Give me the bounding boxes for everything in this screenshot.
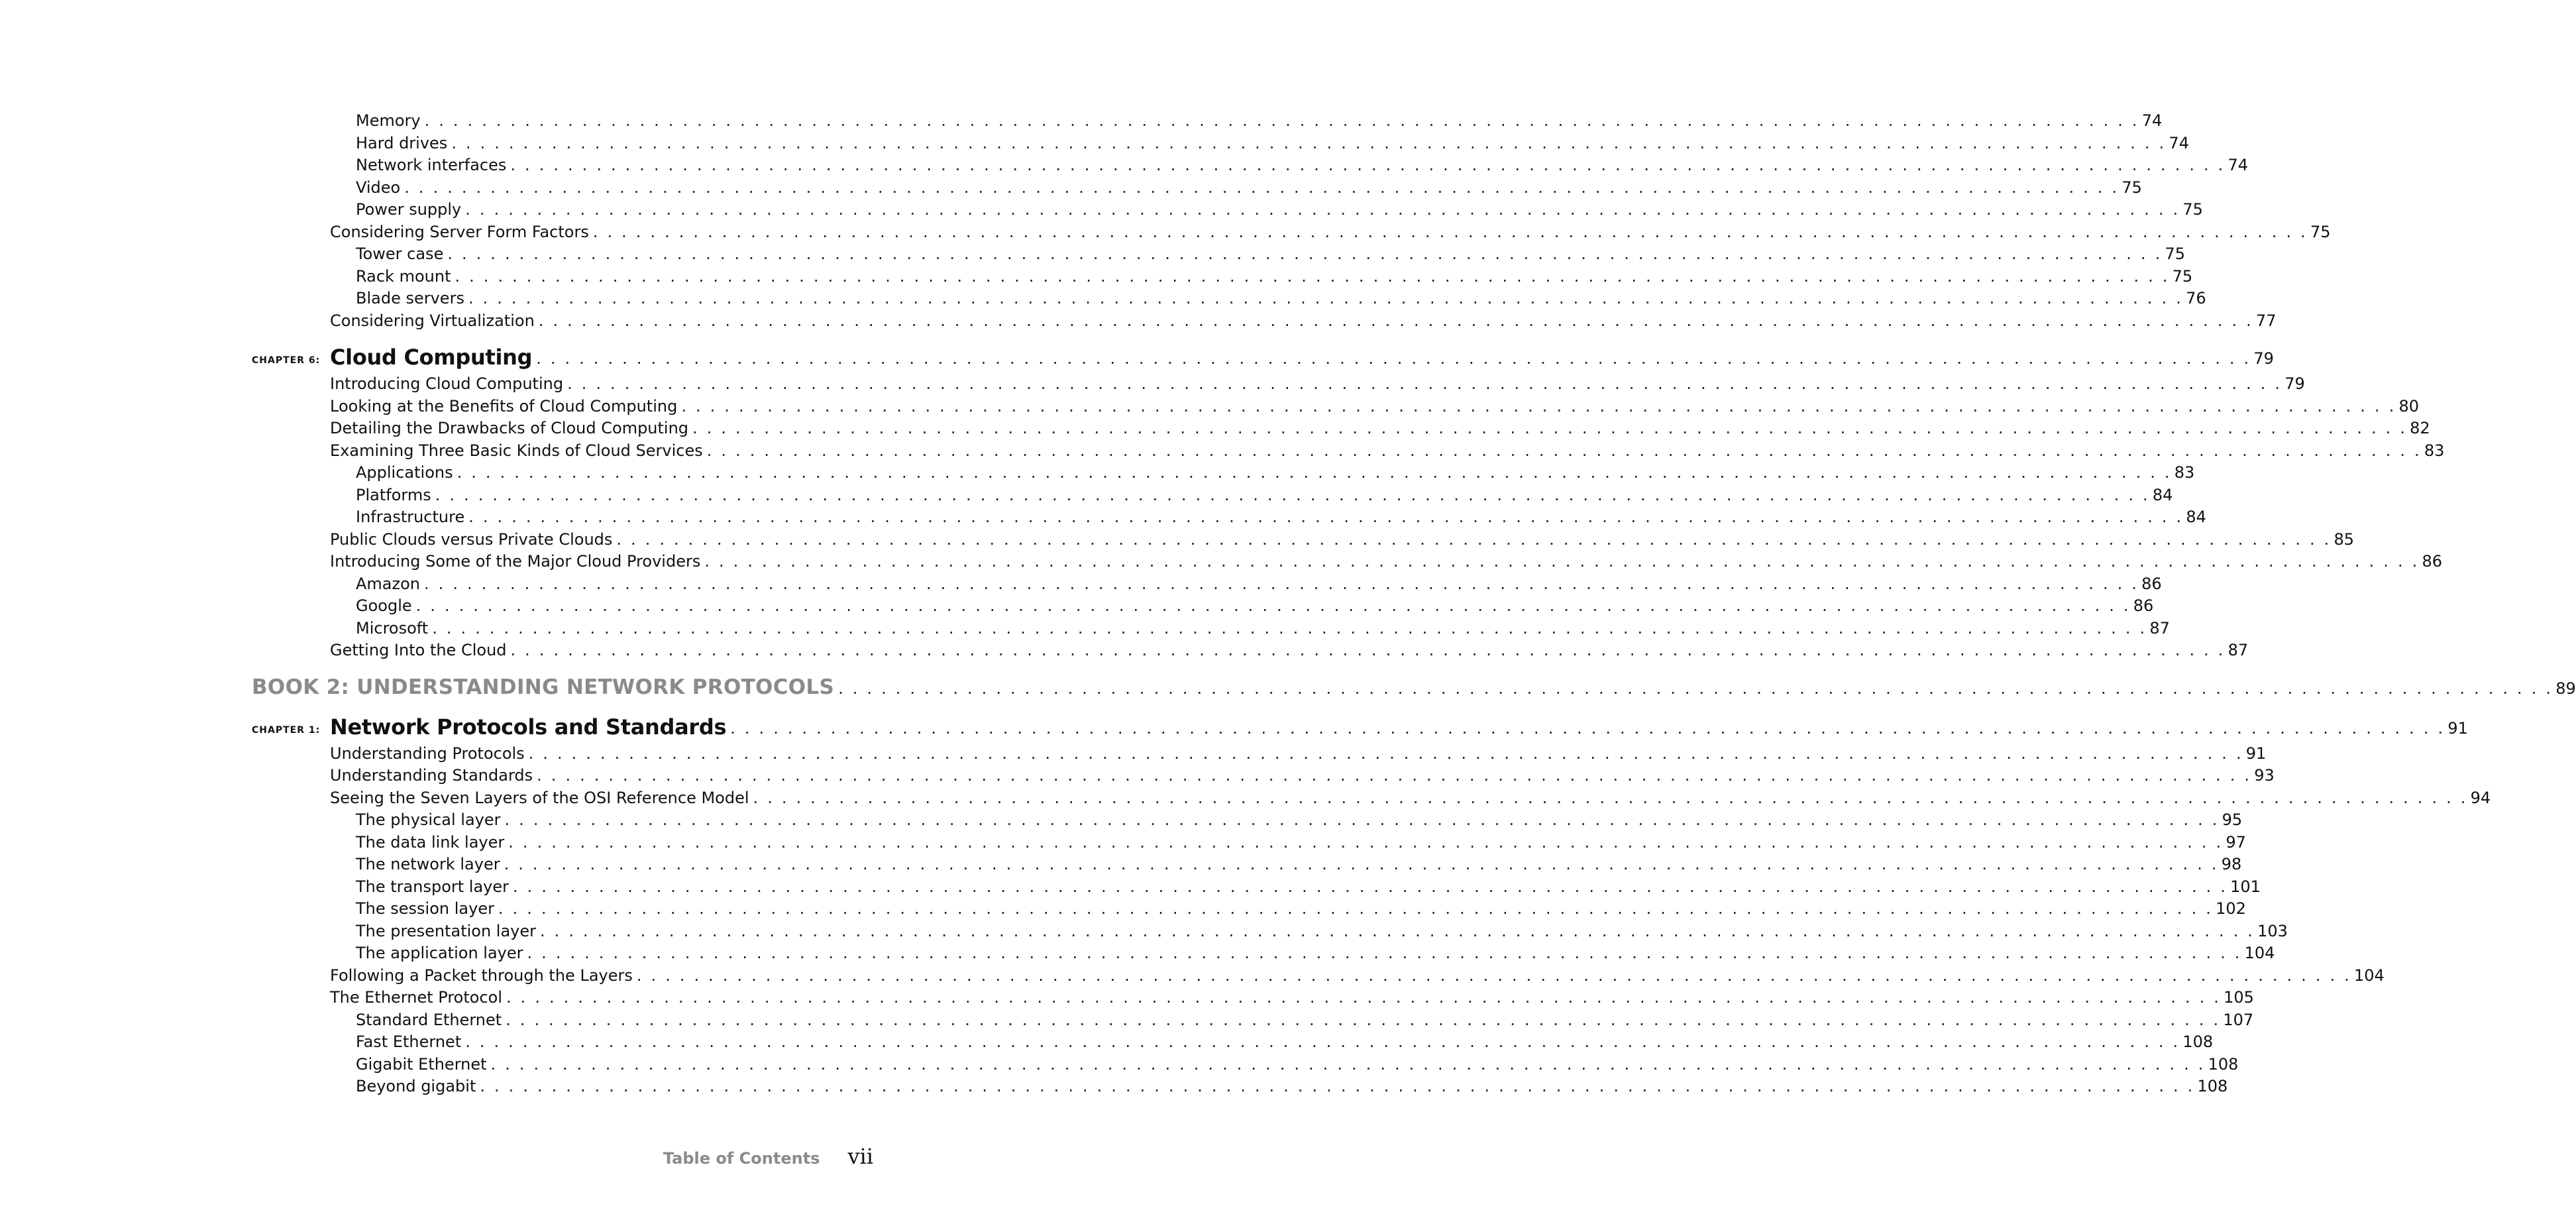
dot-leader: . . . . . . . . . . . . . . . . . . . . . . . . . . . . . . . . . . . . . . . . . . . . . . . . . . . . . . . . . . . . . . . . . . . . . . . . . . . . . . . . . . . . . . . . . . . . . . . . . . . . . . . . . . . . . . . . . . . . . . . . (681, 396, 2396, 416)
dot-leader: . . . . . . . . . . . . . . . . . . . . . . . . . . . . . . . . . . . . . . . . . . . . . . . . . . . . . . . . . . . . . . . . . . . . . . . . . . . . . . . . . . . . . . . . . . . . . . . . . . . . . . . . . . . . . . . . . . . . . . . . (432, 618, 2147, 638)
toc-entry-title: Beyond gigabit (356, 1076, 480, 1098)
toc-entry-title: Blade servers (356, 288, 468, 310)
toc-page-number: 97 (2226, 832, 2246, 852)
toc-entry-title: Google (356, 595, 416, 618)
toc-entry-title: Hard drives (356, 133, 451, 155)
toc-entry-title: Gigabit Ethernet (356, 1054, 491, 1076)
toc-subsection-entry[interactable] (252, 595, 2154, 618)
toc-subsection-entry[interactable] (252, 484, 2173, 507)
toc-entry-title: Rack mount (356, 266, 455, 288)
toc-page-number: 107 (2223, 1010, 2254, 1029)
toc-section-entry[interactable] (252, 440, 2445, 463)
toc-entry-title: Public Clouds versus Private Clouds (330, 529, 616, 551)
chapter-label: CHAPTER 1: (252, 724, 321, 736)
dot-leader: . . . . . . . . . . . . . . . . . . . . . . . . . . . . . . . . . . . . . . . . . . . . . . . . . . . . . . . . . . . . . . . . . . . . . . . . . . . . . . . . . . . . . . . . . . . . . . . . . . . . . . . . . . . . . . . . . . . . . . . . (504, 810, 2220, 829)
toc-page-number: 93 (2254, 766, 2275, 785)
dot-leader: . . . . . . . . . . . . . . . . . . . . . . . . . . . . . . . . . . . . . . . . . . . . . . . . . . . . . . . . . . . . . . . . . . . . . . . . . . . . . . . . . . . . . . . . . . . . . . . . . . . . . . . . . . . . . . . . . . . . . . . . (451, 133, 2167, 152)
dot-leader: . . . . . . . . . . . . . . . . . . . . . . . . . . . . . . . . . . . . . . . . . . . . . . . . . . . . . . . . . . . . . . . . . . . . . . . . . . . . . . . . . . . . . . . . . . . . . . . . . . . . . . . . . . . . . . . . . . . . . . . . (468, 508, 2184, 526)
toc-subsection-entry[interactable] (252, 618, 2170, 640)
toc-entry-title: Infrastructure (356, 506, 468, 529)
toc-page-number: 75 (2310, 222, 2331, 241)
toc-entry-title: Network interfaces (356, 154, 510, 177)
toc-subsection-entry[interactable] (252, 942, 2275, 965)
toc-page-number: 108 (2182, 1032, 2214, 1051)
toc-section-entry[interactable] (252, 640, 2249, 662)
toc-entry-title: Following a Packet through the Layers (330, 965, 637, 987)
dot-leader: . . . . . . . . . . . . . . . . . . . . . . . . . . . . . . . . . . . . . . . . . . . . . . . . . . . . . . . . . . . . . . . . . . . . . . . . . . . . . . . . . . . . . . . . . . . . . . . . . . . . . . . . . . . . . . . . . . . . . . . . (504, 855, 2219, 873)
toc-page-number: 76 (2186, 289, 2206, 307)
toc-subsection-entry[interactable] (252, 1009, 2254, 1032)
toc-subsection-entry[interactable] (252, 1031, 2214, 1054)
dot-leader: . . . . . . . . . . . . . . . . . . . . . . . . . . . . . . . . . . . . . . . . . . . . . . . . . . . . . . . . . . . . . . . . . . . . . . . . . . . . . . . . . . . . . . . . . . . . . . . . . . . . . . . . . . . . . . . . . . . . . . . . (704, 552, 2420, 571)
dot-leader: . . . . . . . . . . . . . . . . . . . . . . . . . . . . . . . . . . . . . . . . . . . . . . . . . . . . . . . . . . . . . . . . . . . . . . . . . . . . . . . . . . . . . . . . . . . . . . . . . . . . . . . . . . . . . . . . . . . . . . . . (537, 766, 2252, 785)
toc-page-number: 104 (2353, 966, 2385, 985)
toc-subsection-entry[interactable] (252, 110, 2163, 133)
dot-leader: . . . . . . . . . . . . . . . . . . . . . . . . . . . . . . . . . . . . . . . . . . . . . . . . . . . . . . . . . . . . . . . . . . . . . . . . . . . . . . . . . . . . . . . . . . . . . . . . . . . . . . . . . . . . . . . . . . . . . . . . (456, 463, 2172, 482)
toc-entry-title: Introducing Some of the Major Cloud Providers (330, 551, 704, 573)
toc-section-entry[interactable] (252, 221, 2331, 244)
toc-page-number: 84 (2152, 485, 2173, 504)
toc-entry-title: Understanding Protocols (330, 743, 529, 765)
footer-page-number: vii (847, 1144, 873, 1169)
toc-page-number: 75 (2121, 178, 2142, 197)
toc-page-number: 74 (2141, 111, 2163, 130)
toc-page-number: 101 (2230, 877, 2261, 896)
toc-subsection-entry[interactable] (252, 920, 2288, 943)
toc-entry-title: Power supply (356, 199, 465, 221)
toc-entry-title: The network layer (356, 854, 504, 876)
toc-subsection-entry[interactable] (252, 1054, 2239, 1076)
dot-leader: . . . . . . . . . . . . . . . . . . . . . . . . . . . . . . . . . . . . . . . . . . . . . . . . . . . . . . . . . . . . . . . . . . . . . . . . . . . . . . . . . . . . . . . . . . . . . . . . . . . . . . . . . . . . . . . . . . . . . . . . (592, 222, 2308, 241)
toc-entry-title: Considering Server Form Factors (330, 221, 593, 244)
toc-entry-title: Examining Three Basic Kinds of Cloud Services (330, 440, 707, 463)
toc-subsection-entry[interactable] (252, 898, 2246, 920)
toc-section-entry[interactable] (252, 765, 2275, 787)
toc-section-entry[interactable] (252, 551, 2442, 573)
toc-section-entry[interactable] (252, 529, 2355, 551)
toc-page-number: 79 (2284, 374, 2305, 393)
dot-leader: . . . . . . . . . . . . . . . . . . . . . . . . . . . . . . . . . . . . . . . . . . . . . . . . . . . . . . . . . . . . . . . . . . . . . . . . . . . . . . . . . . . . . . . . . . . . . . . . . . . . . . . . . . . . . . . . . . . . . . . . (538, 311, 2253, 330)
dot-leader: . . . . . . . . . . . . . . . . . . . . . . . . . . . . . . . . . . . . . . . . . . . . . . . . . . . . . . . . . . . . . . . . . . . . . . . . . . . . . . . . . . . . . . . . . . . . . . . . . . . . . . . . . . . . . . . . . . . . . . . . (753, 788, 2468, 807)
dot-leader: . . . . . . . . . . . . . . . . . . . . . . . . . . . . . . . . . . . . . . . . . . . . . . . . . . . . . . . . . . . . . . . . . . . . . . . . . . . . . . . . . . . . . . . . . . . . . . . . . . . . . . . . . . . . . . . . . . . . . . . . (424, 574, 2139, 593)
toc-entry-title: Getting Into the Cloud (330, 640, 511, 662)
dot-leader: . . . . . . . . . . . . . . . . . . . . . . . . . . . . . . . . . . . . . . . . . . . . . . . . . . . . . . . . . . . . . . . . . . . . . . . . . . . . . . . . . . . . . . . . . . . . . . . . . . . . . . . . . . . . . . . . . . . . . . . . (468, 289, 2184, 307)
toc-chapter-entry[interactable] (252, 332, 2274, 373)
toc-entry-title: Tower case (356, 243, 447, 266)
toc-entry-title: Microsoft (356, 618, 432, 640)
dot-leader: . . . . . . . . . . . . . . . . . . . . . . . . . . . . . . . . . . . . . . . . . . . . . . . . . . . . . . . . . . . . . . . . . . . . . . . . . . . . . . . . . . . . . . . . . . . . . . . . . . . . . . . . . . . . . . . . . . . . . . . . (424, 111, 2139, 130)
dot-leader: . . . . . . . . . . . . . . . . . . . . . . . . . . . . . . . . . . . . . . . . . . . . . . . . . . . . . . . . . . . . . . . . . . . . . . . . . . . . . . . . . . . . . . . . . . . . . . . . . . . . . . . . . . . . . . . . . . . . . . . . (510, 641, 2226, 659)
toc-entry-title: Detailing the Drawbacks of Cloud Computing (330, 418, 692, 440)
toc-page-number: 89 (2555, 679, 2576, 698)
toc-page-number: 87 (2149, 618, 2170, 638)
toc-section-entry[interactable] (252, 373, 2305, 396)
toc-subsection-entry[interactable] (252, 243, 2185, 266)
table-of-contents (252, 110, 2576, 1098)
dot-leader: . . . . . . . . . . . . . . . . . . . . . . . . . . . . . . . . . . . . . . . . . . . . . . . . . . . . . . . . . . . . . . . . . . . . . . . . . . . . . . . . . . . . . . . . . . . . . . . . . . . . . . . . . . . . . . . . . . . . . . . . (513, 877, 2228, 896)
toc-page-number: 75 (2182, 200, 2203, 219)
toc-entry-title: Cloud Computing (330, 347, 536, 368)
toc-subsection-entry[interactable] (252, 199, 2203, 221)
toc-page-number: 86 (2141, 574, 2162, 593)
toc-section-entry[interactable] (252, 396, 2419, 418)
toc-entry-title: Applications (356, 462, 457, 484)
chapter-label: CHAPTER 6: (252, 355, 321, 366)
toc-subsection-entry[interactable] (252, 506, 2206, 529)
toc-page-number: 104 (2244, 944, 2275, 962)
toc-entry-title: Memory (356, 110, 425, 133)
toc-section-entry[interactable] (252, 310, 2277, 333)
toc-entry-title: Network Protocols and Standards (330, 716, 730, 738)
dot-leader: . . . . . . . . . . . . . . . . . . . . . . . . . . . . . . . . . . . . . . . . . . . . . . . . . . . . . . . . . . . . . . . . . . . . . . . . . . . . . . . . . . . . . . . . . . . . . . . . . . . . . . . . . . . . . . . . . . . . . . . . (636, 966, 2351, 985)
toc-page-number: 75 (2165, 245, 2185, 263)
dot-leader: . . . . . . . . . . . . . . . . . . . . . . . . . . . . . . . . . . . . . . . . . . . . . . . . . . . . . . . . . . . . . . . . . . . . . . . . . . . . . . . . . . . . . . . . . . . . . . . . . . . . . . . . . . . . . . . . . . . . . . . . (838, 679, 2553, 698)
toc-page-number: 84 (2186, 508, 2206, 526)
toc-page-number: 105 (2224, 988, 2254, 1007)
dot-leader: . . . . . . . . . . . . . . . . . . . . . . . . . . . . . . . . . . . . . . . . . . . . . . . . . . . . . . . . . . . . . . . . . . . . . . . . . . . . . . . . . . . . . . . . . . . . . . . . . . . . . . . . . . . . . . . . . . . . . . . . (508, 832, 2224, 852)
toc-entry-title: The presentation layer (356, 920, 540, 943)
dot-leader: . . . . . . . . . . . . . . . . . . . . . . . . . . . . . . . . . . . . . . . . . . . . . . . . . . . . . . . . . . . . . . . . . . . . . . . . . . . . . . . . . . . . . . . . . . . . . . . . . . . . . . . . . . . . . . . . . . . . . . . . (506, 1010, 2221, 1029)
dot-leader: . . . . . . . . . . . . . . . . . . . . . . . . . . . . . . . . . . . . . . . . . . . . . . . . . . . . . . . . . . . . . . . . . . . . . . . . . . . . . . . . . . . . . . . . . . . . . . . . . . . . . . . . . . . . . . . . . . . . . . . . (510, 156, 2226, 174)
toc-page-number: 98 (2221, 855, 2242, 873)
toc-page-number: 85 (2334, 529, 2355, 549)
toc-page-number: 79 (2253, 349, 2274, 368)
dot-leader: . . . . . . . . . . . . . . . . . . . . . . . . . . . . . . . . . . . . . . . . . . . . . . . . . . . . . . . . . . . . . . . . . . . . . . . . . . . . . . . . . . . . . . . . . . . . . . . . . . . . . . . . . . . . . . . . . . . . . . . . (528, 744, 2243, 763)
toc-page-number: 91 (2447, 718, 2468, 738)
toc-subsection-entry[interactable] (252, 288, 2206, 310)
dot-leader: . . . . . . . . . . . . . . . . . . . . . . . . . . . . . . . . . . . . . . . . . . . . . . . . . . . . . . . . . . . . . . . . . . . . . . . . . . . . . . . . . . . . . . . . . . . . . . . . . . . . . . . . . . . . . . . . . . . . . . . . (567, 374, 2282, 393)
toc-entry-title: BOOK 2: UNDERSTANDING NETWORK PROTOCOLS (252, 677, 838, 698)
toc-entry-title: The application layer (356, 942, 527, 965)
toc-chapter-entry[interactable] (252, 702, 2468, 743)
toc-section-entry[interactable] (252, 787, 2491, 810)
toc-entry-title: The physical layer (356, 809, 505, 832)
toc-page-number: 95 (2222, 810, 2243, 829)
dot-leader: . . . . . . . . . . . . . . . . . . . . . . . . . . . . . . . . . . . . . . . . . . . . . . . . . . . . . . . . . . . . . . . . . . . . . . . . . . . . . . . . . . . . . . . . . . . . . . . . . . . . . . . . . . . . . . . . . . . . . . . . (506, 988, 2222, 1007)
toc-entry-title: The session layer (356, 898, 498, 920)
dot-leader: . . . . . . . . . . . . . . . . . . . . . . . . . . . . . . . . . . . . . . . . . . . . . . . . . . . . . . . . . . . . . . . . . . . . . . . . . . . . . . . . . . . . . . . . . . . . . . . . . . . . . . . . . . . . . . . . . . . . . . . . (465, 1032, 2180, 1051)
toc-page-number: 108 (2208, 1054, 2239, 1074)
dot-leader: . . . . . . . . . . . . . . . . . . . . . . . . . . . . . . . . . . . . . . . . . . . . . . . . . . . . . . . . . . . . . . . . . . . . . . . . . . . . . . . . . . . . . . . . . . . . . . . . . . . . . . . . . . . . . . . . . . . . . . . . (706, 441, 2422, 460)
toc-book-entry[interactable] (252, 662, 2576, 702)
toc-entry-title: Introducing Cloud Computing (330, 373, 567, 396)
toc-subsection-entry[interactable] (252, 154, 2249, 177)
dot-leader: . . . . . . . . . . . . . . . . . . . . . . . . . . . . . . . . . . . . . . . . . . . . . . . . . . . . . . . . . . . . . . . . . . . . . . . . . . . . . . . . . . . . . . . . . . . . . . . . . . . . . . . . . . . . . . . . . . . . . . . . (404, 178, 2120, 197)
toc-page-number: 86 (2422, 552, 2442, 571)
toc-page-number: 108 (2197, 1077, 2228, 1095)
page-footer (663, 1144, 873, 1169)
toc-page-number: 87 (2227, 641, 2249, 659)
toc-page-number: 102 (2216, 899, 2246, 918)
toc-page-number: 74 (2227, 156, 2249, 174)
toc-page-number: 75 (2172, 266, 2193, 286)
toc-page-number: 94 (2470, 788, 2491, 807)
toc-entry-title: Platforms (356, 484, 435, 507)
toc-subsection-entry[interactable] (252, 266, 2193, 288)
dot-leader: . . . . . . . . . . . . . . . . . . . . . . . . . . . . . . . . . . . . . . . . . . . . . . . . . . . . . . . . . . . . . . . . . . . . . . . . . . . . . . . . . . . . . . . . . . . . . . . . . . . . . . . . . . . . . . . . . . . . . . . . (455, 266, 2170, 286)
dot-leader: . . . . . . . . . . . . . . . . . . . . . . . . . . . . . . . . . . . . . . . . . . . . . . . . . . . . . . . . . . . . . . . . . . . . . . . . . . . . . . . . . . . . . . . . . . . . . . . . . . . . . . . . . . . . . . . . . . . . . . . . (435, 485, 2150, 504)
dot-leader: . . . . . . . . . . . . . . . . . . . . . . . . . . . . . . . . . . . . . . . . . . . . . . . . . . . . . . . . . . . . . . . . . . . . . . . . . . . . . . . . . . . . . . . . . . . . . . . . . . . . . . . . . . . . . . . . . . . . . . . . (527, 944, 2242, 962)
toc-subsection-entry[interactable] (252, 462, 2195, 484)
dot-leader: . . . . . . . . . . . . . . . . . . . . . . . . . . . . . . . . . . . . . . . . . . . . . . . . . . . . . . . . . . . . . . . . . . . . . . . . . . . . . . . . . . . . . . . . . . . . . . . . . . . . . . . . . . . . . . . . . . . . . . . . (692, 419, 2408, 437)
toc-subsection-entry[interactable] (252, 573, 2162, 596)
dot-leader: . . . . . . . . . . . . . . . . . . . . . . . . . . . . . . . . . . . . . . . . . . . . . . . . . . . . . . . . . . . . . . . . . . . . . . . . . . . . . . . . . . . . . . . . . . . . . . . . . . . . . . . . . . . . . . . . . . . . . . . . (465, 200, 2180, 219)
toc-page-number: 80 (2398, 396, 2419, 416)
toc-page-number: 83 (2174, 463, 2195, 482)
dot-leader: . . . . . . . . . . . . . . . . . . . . . . . . . . . . . . . . . . . . . . . . . . . . . . . . . . . . . . . . . . . . . . . . . . . . . . . . . . . . . . . . . . . . . . . . . . . . . . . . . . . . . . . . . . . . . . . . . . . . . . . . (536, 349, 2251, 368)
toc-page-number: 74 (2169, 133, 2189, 152)
toc-subsection-entry[interactable] (252, 177, 2142, 199)
toc-section-entry[interactable] (252, 743, 2267, 765)
dot-leader: . . . . . . . . . . . . . . . . . . . . . . . . . . . . . . . . . . . . . . . . . . . . . . . . . . . . . . . . . . . . . . . . . . . . . . . . . . . . . . . . . . . . . . . . . . . . . . . . . . . . . . . . . . . . . . . . . . . . . . . . (616, 529, 2332, 549)
toc-entry-title: The Ethernet Protocol (330, 987, 506, 1009)
toc-page-number: 77 (2255, 311, 2277, 330)
toc-entry-title: Understanding Standards (330, 765, 537, 787)
dot-leader: . . . . . . . . . . . . . . . . . . . . . . . . . . . . . . . . . . . . . . . . . . . . . . . . . . . . . . . . . . . . . . . . . . . . . . . . . . . . . . . . . . . . . . . . . . . . . . . . . . . . . . . . . . . . . . . . . . . . . . . . (490, 1054, 2206, 1074)
footer-section-label: Table of Contents (663, 1149, 820, 1168)
toc-subsection-entry[interactable] (252, 1076, 2228, 1098)
toc-entry-title: Considering Virtualization (330, 310, 539, 333)
toc-page-number: 83 (2424, 441, 2445, 460)
toc-entry-title: The transport layer (356, 876, 513, 899)
toc-entry-title: Seeing the Seven Layers of the OSI Reference Model (330, 787, 753, 810)
toc-entry-title: Standard Ethernet (356, 1009, 506, 1032)
toc-section-entry[interactable] (252, 987, 2254, 1009)
dot-leader: . . . . . . . . . . . . . . . . . . . . . . . . . . . . . . . . . . . . . . . . . . . . . . . . . . . . . . . . . . . . . . . . . . . . . . . . . . . . . . . . . . . . . . . . . . . . . . . . . . . . . . . . . . . . . . . . . . . . . . . . (540, 921, 2255, 940)
toc-page-number: 82 (2410, 419, 2430, 437)
toc-subsection-entry[interactable] (252, 876, 2261, 899)
toc-subsection-entry[interactable] (252, 809, 2243, 832)
toc-entry-title: Looking at the Benefits of Cloud Computing (330, 396, 681, 418)
toc-page-number: 91 (2245, 744, 2267, 763)
toc-subsection-entry[interactable] (252, 133, 2189, 155)
toc-entry-title: Fast Ethernet (356, 1031, 465, 1054)
toc-entry-title: The data link layer (356, 832, 508, 854)
toc-subsection-entry[interactable] (252, 854, 2242, 876)
toc-entry-title: Amazon (356, 573, 424, 596)
toc-entry-title: Video (356, 177, 404, 199)
toc-page-number: 86 (2133, 596, 2154, 615)
toc-section-entry[interactable] (252, 418, 2430, 440)
dot-leader: . . . . . . . . . . . . . . . . . . . . . . . . . . . . . . . . . . . . . . . . . . . . . . . . . . . . . . . . . . . . . . . . . . . . . . . . . . . . . . . . . . . . . . . . . . . . . . . . . . . . . . . . . . . . . . . . . . . . . . . . (447, 245, 2163, 263)
toc-subsection-entry[interactable] (252, 832, 2246, 854)
dot-leader: . . . . . . . . . . . . . . . . . . . . . . . . . . . . . . . . . . . . . . . . . . . . . . . . . . . . . . . . . . . . . . . . . . . . . . . . . . . . . . . . . . . . . . . . . . . . . . . . . . . . . . . . . . . . . . . . . . . . . . . . (415, 596, 2131, 615)
toc-section-entry[interactable] (252, 965, 2385, 987)
dot-leader: . . . . . . . . . . . . . . . . . . . . . . . . . . . . . . . . . . . . . . . . . . . . . . . . . . . . . . . . . . . . . . . . . . . . . . . . . . . . . . . . . . . . . . . . . . . . . . . . . . . . . . . . . . . . . . . . . . . . . . . . (730, 718, 2445, 738)
toc-page-number: 103 (2257, 921, 2288, 940)
dot-leader: . . . . . . . . . . . . . . . . . . . . . . . . . . . . . . . . . . . . . . . . . . . . . . . . . . . . . . . . . . . . . . . . . . . . . . . . . . . . . . . . . . . . . . . . . . . . . . . . . . . . . . . . . . . . . . . . . . . . . . . . (480, 1077, 2195, 1095)
dot-leader: . . . . . . . . . . . . . . . . . . . . . . . . . . . . . . . . . . . . . . . . . . . . . . . . . . . . . . . . . . . . . . . . . . . . . . . . . . . . . . . . . . . . . . . . . . . . . . . . . . . . . . . . . . . . . . . . . . . . . . . . (498, 899, 2214, 918)
